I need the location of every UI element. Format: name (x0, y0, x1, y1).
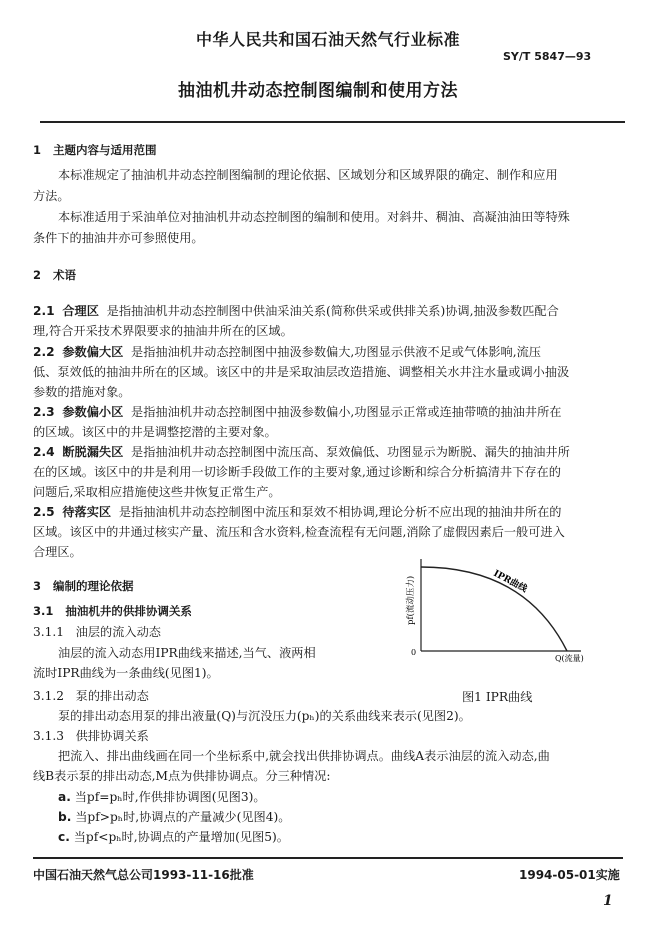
term-2-4-line2: 在的区域。该区中的井是利用一切诊断手段做工作的主要对象,通过诊断和综合分析搞清井下存在的 (33, 465, 561, 479)
s313-line1: 把流入、排出曲线画在同一个坐标系中,就会找出供排协调点。曲线A表示油层的流入动态,曲 (58, 749, 550, 763)
s1-p1-line2: 方法。 (33, 189, 70, 203)
term-2-2-line1: 2.2 参数偏大区 是指抽油机井动态控制图中抽汲参数偏大,功图显示供液不足或气体影响,流压 (33, 345, 541, 359)
ipr-curve (421, 567, 567, 651)
s311-line1: 油层的流入动态用IPR曲线来描述,当气、液两相 (58, 646, 316, 660)
s311-line2: 流时IPR曲线为一条曲线(见图1)。 (33, 666, 219, 680)
document-title: 抽油机井动态控制图编制和使用方法 (178, 81, 458, 101)
ipr-figure (395, 555, 625, 670)
implementation-date: 1994-05-01实施 (519, 868, 620, 882)
footer-rule (33, 857, 623, 859)
section-3-1-heading: 3.1 抽油机井的供排协调关系 (33, 604, 192, 618)
origin-label: 0 (411, 648, 417, 657)
approval-date: 中国石油天然气总公司1993-11-16批准 (33, 868, 254, 882)
page-number: 1 (603, 893, 613, 909)
case-b: b. 当pf>pₕ时,协调点的产量减少(见图4)。 (58, 810, 291, 824)
term-2-5-line1: 2.5 待落实区 是指抽油机井动态控制图中流压和泵效不相协调,理论分析不应出现的抽油井所在的 (33, 505, 562, 519)
section-3-1-1-heading: 3.1.1 油层的流入动态 (33, 625, 161, 639)
section-3-1-3-heading: 3.1.3 供排协调关系 (33, 729, 149, 743)
term-2-3-line2: 的区域。该区中的井是调整挖潜的主要对象。 (33, 425, 277, 439)
term-2-1-line2: 理,符合开采技术界限要求的抽油井所在的区域。 (33, 324, 293, 338)
y-axis-label: pf(流动压力) (406, 575, 416, 625)
figure-1-caption: 图1 IPR曲线 (462, 690, 533, 704)
standard-code: SY/T 5847—93 (503, 50, 592, 63)
standard-org-line: 中华人民共和国石油天然气行业标准 (196, 30, 461, 49)
s1-p2-line2: 条件下的抽油井亦可参照使用。 (33, 231, 204, 245)
section-3-heading: 3 编制的理论依据 (33, 579, 134, 593)
term-2-5-line2: 区域。该区中的井通过核实产量、流压和含水资料,检查流程有无问题,消除了虚假因素后一般可进入 (33, 525, 565, 539)
term-2-2-line2: 低、泵效低的抽油井所在的区域。该区中的井是采取油层改造措施、调整相关水井注水量或调小抽汲 (33, 365, 570, 379)
section-3-1-2-heading: 3.1.2 泵的排出动态 (33, 689, 149, 703)
s1-p1-line1: 本标准规定了抽油机井动态控制图编制的理论依据、区域划分和区域界限的确定、制作和应用 (58, 168, 558, 182)
term-2-4-line1: 2.4 断脱漏失区 是指抽油机井动态控制图中流压高、泵效偏低、功图显示为断脱、漏失的抽油井所 (33, 445, 570, 459)
s312-line1: 泵的排出动态用泵的排出液量(Q)与沉没压力(pₕ)的关系曲线来表示(见图2)。 (58, 709, 471, 723)
ipr-curve-label: IPR曲线 (491, 568, 529, 595)
term-2-2-line3: 参数的措施对象。 (33, 385, 131, 399)
term-2-4-line3: 问题后,采取相应措施使这些井恢复正常生产。 (33, 485, 281, 499)
x-axis-label: Q(流量) (555, 654, 584, 663)
header-rule (40, 121, 625, 123)
section-1-heading: 1 主题内容与适用范围 (33, 143, 157, 157)
case-a: a. 当pf=pₕ时,作供排协调图(见图3)。 (58, 790, 266, 804)
term-2-1-line1: 2.1 合理区 是指抽油机井动态控制图中供油采油关系(简称供采或供排关系)协调,抽汲参数匹配合 (33, 304, 559, 318)
case-c: c. 当pf<pₕ时,协调点的产量增加(见图5)。 (58, 830, 289, 844)
s1-p2-line1: 本标准适用于采油单位对抽油机井动态控制图的编制和使用。对斜井、稠油、高凝油油田等特殊 (58, 210, 570, 224)
term-2-3-line1: 2.3 参数偏小区 是指抽油机井动态控制图中抽汲参数偏小,功图显示正常或连抽带喷的抽油井所在 (33, 405, 562, 419)
s313-line2: 线B表示泵的排出动态,M点为供排协调点。分三种情况: (33, 769, 331, 783)
term-2-5-line3: 合理区。 (33, 545, 82, 559)
section-2-heading: 2 术语 (33, 268, 77, 282)
